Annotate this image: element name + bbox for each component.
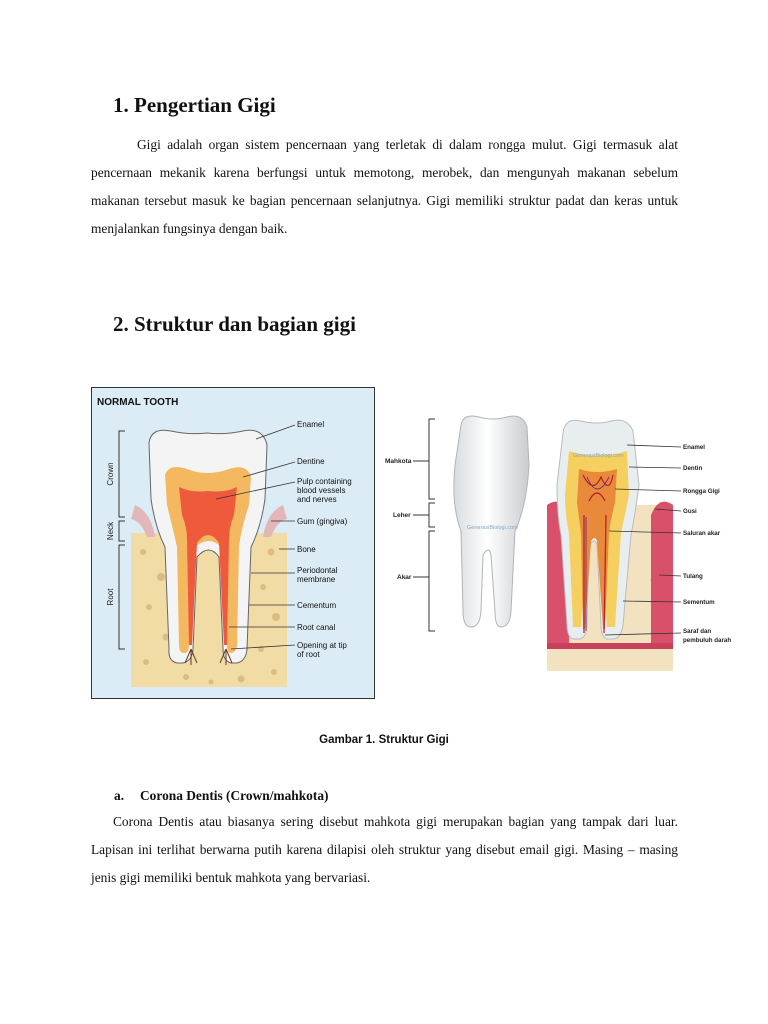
label-bone: Bone — [297, 545, 316, 554]
region-neck-label: Neck — [106, 521, 115, 541]
tooth-anatomy-diagram — [383, 405, 740, 677]
label-saraf-line1: Saraf dan — [683, 628, 712, 635]
paragraph-pengertian-text: Gigi adalah organ sistem pencernaan yang terletak di dalam rongga mulut. Gigi termasuk alat pencernaan mekanik karena berfungsi untuk memotong, merobek, dan mengunyah makanan sebelum makanan tersebut masuk ke bagian pencernaan selanjutnya. Gigi memiliki struktur padat dan keras untuk menjalankan fungsinya dengan baik. — [91, 137, 678, 236]
normal-tooth-diagram — [91, 387, 375, 699]
label-cementum: Cementum — [297, 601, 337, 610]
region-crown-label: Crown — [106, 462, 115, 486]
label-opening-line1: Opening at tip — [297, 641, 347, 650]
subsection-number: a. — [114, 788, 125, 803]
region-root-label: Root — [106, 588, 115, 606]
label-opening-line2: of root — [297, 650, 320, 659]
figure-caption: Gambar 1. Struktur Gigi — [319, 734, 449, 746]
label-sementum: Sementum — [683, 599, 715, 606]
label-enamel: Enamel — [297, 420, 325, 429]
label-root-canal: Root canal — [297, 623, 336, 632]
region-mahkota-label: Mahkota — [385, 458, 412, 465]
label-saraf-line2: pembuluh darah — [683, 637, 732, 644]
gum-cross-right — [651, 502, 673, 643]
region-leher-label: Leher — [393, 512, 411, 519]
label-tulang: Tulang — [683, 573, 703, 580]
section-heading-struktur: 2. Struktur dan bagian gigi — [113, 312, 356, 336]
paragraph-pengertian — [91, 131, 678, 243]
bone-area — [131, 533, 287, 687]
subsection-title: Corona Dentis (Crown/mahkota) — [140, 788, 329, 803]
paragraph-corona — [91, 808, 678, 892]
label-gum: Gum (gingiva) — [297, 517, 348, 526]
subsection-heading-corona — [114, 788, 328, 804]
white-tooth — [454, 416, 529, 627]
label-enamel-id: Enamel — [683, 444, 706, 451]
label-gusi: Gusi — [683, 508, 697, 515]
label-periodontal-line2: membrane — [297, 575, 336, 584]
paragraph-corona-text: Corona Dentis atau biasanya sering disebut mahkota gigi merupakan bagian yang tampak dari luar. Lapisan ini terlihat berwarna putih karena dilapisi oleh struktur yang disebut email gigi. Masing – masing jenis gigi memiliki bentuk mahkota yang bervariasi. — [91, 814, 678, 885]
label-periodontal-line1: Periodontal — [297, 566, 338, 575]
watermark-right: GenerasiBiologi.com — [573, 453, 624, 459]
section-heading-pengertian: 1. Pengertian Gigi — [113, 93, 276, 117]
label-pulp-line1: Pulp containing — [297, 477, 352, 486]
label-pulp-line2: blood vessels — [297, 486, 346, 495]
label-pulp-line3: and nerves — [297, 495, 337, 504]
watermark-left: GenerasiBiologi.com — [467, 525, 518, 531]
label-rongga-gigi: Rongga Gigi — [683, 488, 720, 495]
normal-tooth-title: NORMAL TOOTH — [97, 397, 179, 408]
region-akar-label: Akar — [397, 574, 412, 581]
label-dentine: Dentine — [297, 457, 325, 466]
label-saluran-akar: Saluran akar — [683, 530, 721, 537]
label-dentin-id: Dentin — [683, 465, 703, 472]
